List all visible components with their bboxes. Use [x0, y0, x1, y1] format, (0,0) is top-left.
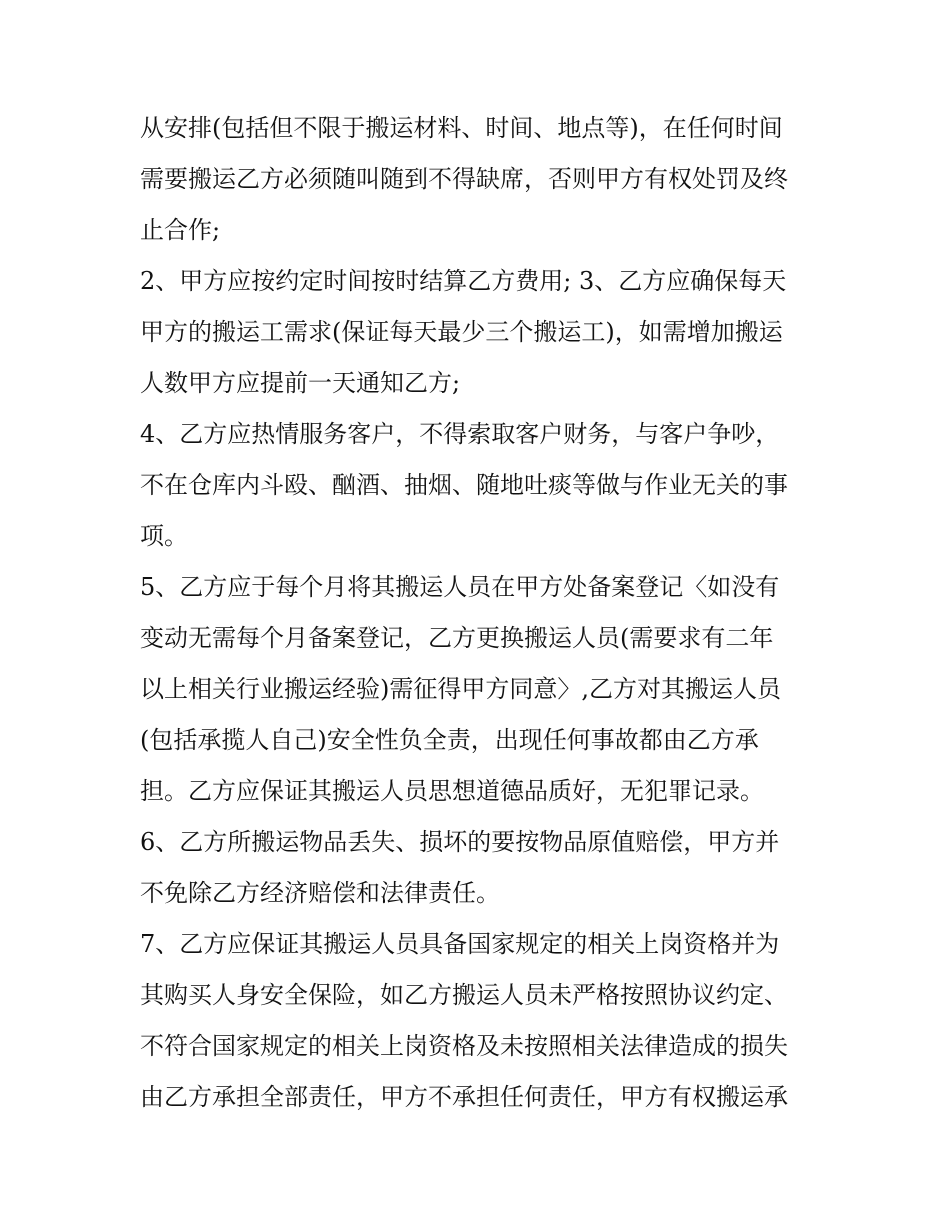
text-line: 由乙方承担全部责任，甲方不承担任何责任，甲方有权搬运承 — [140, 1083, 788, 1111]
text-line: 不在仓库内斗殴、酗酒、抽烟、随地吐痰等做与作业无关的事 — [140, 471, 788, 499]
text-line: 不免除乙方经济赔偿和法律责任。 — [140, 879, 500, 907]
text-line: 以上相关行业搬运经验)需征得甲方同意〉,乙方对其搬运人员 — [140, 675, 781, 703]
text-line: 项。 — [140, 522, 188, 550]
text-line: 止合作; — [140, 216, 221, 244]
text-line: 需要搬运乙方必须随叫随到不得缺席，否则甲方有权处罚及终 — [140, 165, 788, 193]
text-line: 4、乙方应热情服务客户，不得索取客户财务，与客户争吵， — [140, 420, 780, 448]
text-line: 从安排(包括但不限于搬运材料、时间、地点等)，在任何时间 — [140, 114, 783, 142]
text-line: 不符合国家规定的相关上岗资格及未按照相关法律造成的损失 — [140, 1032, 788, 1060]
text-line: 人数甲方应提前一天通知乙方; — [140, 369, 461, 397]
contract-text — [140, 108, 820, 1128]
text-line: 甲方的搬运工需求(保证每天最少三个搬运工)，如需增加搬运 — [140, 318, 783, 346]
text-line: 其购买人身安全保险，如乙方搬运人员未严格按照协议约定、 — [140, 981, 788, 1009]
text-line: (包括承揽人自己)安全性负全责，出现任何事故都由乙方承 — [140, 726, 759, 754]
text-line: 7、乙方应保证其搬运人员具备国家规定的相关上岗资格并为 — [140, 930, 780, 958]
text-line: 6、乙方所搬运物品丢失、损坏的要按物品原值赔偿，甲方并 — [140, 828, 780, 856]
text-line: 5、乙方应于每个月将其搬运人员在甲方处备案登记〈如没有 — [140, 573, 780, 601]
text-line: 变动无需每个月备案登记，乙方更换搬运人员(需要求有二年 — [140, 624, 774, 652]
text-line: 担。乙方应保证其搬运人员思想道德品质好，无犯罪记录。 — [140, 777, 764, 805]
text-line: 2、甲方应按约定时间按时结算乙方费用; 3、乙方应确保每天 — [140, 267, 787, 295]
